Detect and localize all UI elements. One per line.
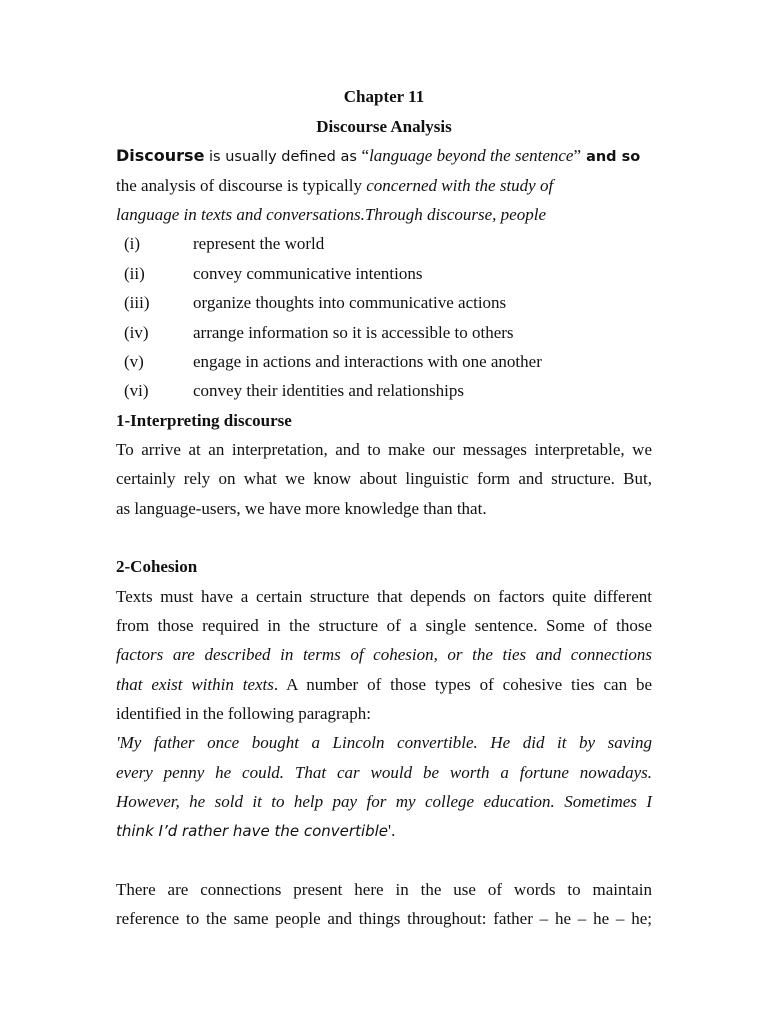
list-number: (vi) <box>124 381 149 400</box>
paragraph-line-1: There are connections present here in the use of words to maintain <box>116 880 652 899</box>
intro-line-2-plain: the analysis of discourse is typically <box>116 176 367 195</box>
section2-line-4-plain: . A number of those types of cohesive ties can be <box>273 675 653 694</box>
example-quote-line-4-italic: think I’d rather have the convertible <box>116 822 389 840</box>
close-quote: ” <box>573 146 582 165</box>
list-text: engage in actions and interactions with one another <box>193 352 542 371</box>
example-quote-line-3: However, he sold it to help pay for my college education. Sometimes I <box>116 792 652 811</box>
page-title: Discourse Analysis <box>316 117 452 136</box>
example-quote-line-4 <box>116 821 395 841</box>
intro-line-2-italic: concerned with the study of <box>366 176 554 195</box>
intro-line-1 <box>116 146 640 167</box>
list-text: convey their identities and relationships <box>193 381 464 400</box>
section2-line-1: Texts must have a certain structure that depends on factors quite different <box>116 587 652 606</box>
list-item <box>0 264 768 284</box>
intro-and-so: and so <box>581 149 641 165</box>
paragraph-line-2: reference to the same people and things throughout: father – he – he – he; <box>116 909 652 928</box>
section1-line-1: To arrive at an interpretation, and to make our messages interpretable, we <box>116 440 652 459</box>
chapter-label: Chapter 11 <box>343 87 425 106</box>
list-item <box>0 234 768 254</box>
list-number: (iii) <box>124 293 150 312</box>
list-item <box>0 381 768 401</box>
list-number: (v) <box>124 352 144 371</box>
section-heading-cohesion: 2-Cohesion <box>116 557 198 576</box>
section2-line-3: factors are described in terms of cohesion, or the ties and connections <box>116 645 652 664</box>
list-item <box>0 293 768 313</box>
example-quote-line-2: every penny he could. That car would be worth a fortune nowadays. <box>116 763 652 782</box>
section2-line-2: from those required in the structure of a single sentence. Some of those <box>116 616 652 635</box>
section2-line-5: identified in the following paragraph: <box>116 704 371 723</box>
term-discourse: Discourse <box>116 146 205 165</box>
open-quote: “ <box>361 146 370 165</box>
intro-line-2 <box>116 176 553 196</box>
intro-defined-text: is usually defined as <box>204 149 362 165</box>
list-text: represent the world <box>193 234 325 253</box>
list-item <box>0 352 768 372</box>
section-heading-interpreting: 1-Interpreting discourse <box>116 411 292 430</box>
list-number: (iv) <box>124 323 149 342</box>
definition-phrase: language beyond the sentence <box>369 146 574 165</box>
example-quote-line-1: 'My father once bought a Lincoln convertible. He did it by saving <box>116 733 652 752</box>
list-number: (i) <box>124 234 141 253</box>
list-text: organize thoughts into communicative actions <box>193 293 507 312</box>
intro-line-3: language in texts and conversations.Through discourse, people <box>116 205 546 224</box>
list-text: convey communicative intentions <box>193 264 423 283</box>
section1-line-2: certainly rely on what we know about linguistic form and structure. But, <box>116 469 652 488</box>
list-number: (ii) <box>124 264 145 283</box>
list-item <box>0 323 768 343</box>
list-text: arrange information so it is accessible to others <box>193 323 514 342</box>
section2-line-4 <box>116 675 652 695</box>
section2-line-4-italic: that exist within texts <box>116 675 274 694</box>
example-quote-end: '. <box>388 821 396 840</box>
section1-line-3: as language-users, we have more knowledge than that. <box>116 499 487 518</box>
